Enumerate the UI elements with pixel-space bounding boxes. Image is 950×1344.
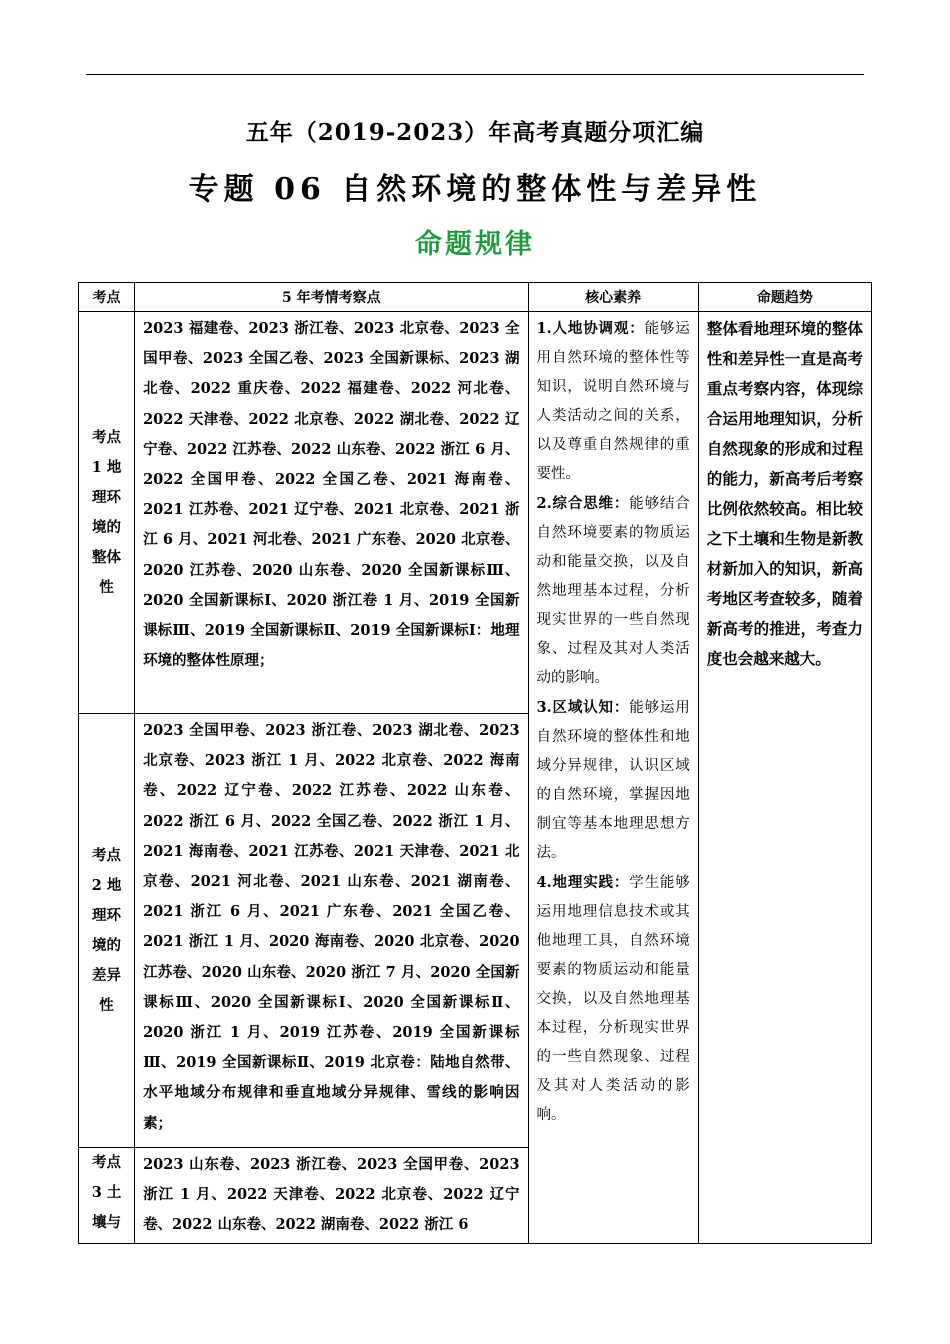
header-rule: [86, 74, 864, 75]
exams-cell: [135, 312, 528, 714]
series-title: 五年（2019-2023）年高考真题分项汇编: [245, 119, 705, 146]
topic-cell: [79, 714, 135, 1148]
topic-label: 考点 2 地理环境的差异性: [91, 846, 122, 1014]
topic-label: 考点 3 土壤与: [91, 1154, 122, 1231]
core-literacy-list: [529, 312, 698, 1132]
section-title: 命题规律: [415, 229, 535, 260]
topic-cell: [79, 312, 135, 714]
exams-text: 2023 全国甲卷、2023 浙江卷、2023 湖北卷、2023 北京卷、2023 浙江 1 月、2022 北京卷、2022 海南卷、2022 辽宁卷、2022 江苏卷、2022 山东卷、2022 浙江 6 月、2022 全国乙卷、2022 浙江 1 月、2021 海南卷、2021 江苏卷、2021 天津卷、2021 北京卷、2021 河北卷、2021 山东卷、2021 湖南卷、2021 浙江 6 月、2021 广东卷、2021 全国乙卷、2021 浙江 1 月、2020 海南卷、2020 北京卷、2020 江苏卷、2020 山东卷、2020 浙江 7 月、2020 全国新课标Ⅲ、2020 全国新课标Ⅰ、2020 全国新课标Ⅱ、2020 浙江 1 月、2019 江苏卷、2019 全国新课标Ⅲ、2019 全国新课标Ⅱ、2019 北京卷：陆地自然带、水平地域分布规律和垂直地域分异规律、雪线的影响因素；: [143, 722, 520, 1132]
table-row: [79, 312, 872, 714]
trend-cell: [698, 312, 871, 1244]
topic-cell: [79, 1148, 135, 1244]
header-core: 核心素养: [528, 283, 698, 312]
core-item: 1.人地协调观：能够运用自然环境的整体性等知识，说明自然环境与人类活动之间的关系，以及尊重自然规律的重要性。: [536, 320, 690, 482]
core-item: 4.地理实践：学生能够运用地理信息技术或其他地理工具，自然环境要素的物质运动和能量交换，以及自然地理基本过程，分析现实世界的一些自然现象、过程及其对人类活动的影响。: [536, 874, 690, 1123]
header-topic: 考点: [79, 283, 135, 312]
core-literacy-cell: [528, 312, 698, 1244]
trend-text: 整体看地理环境的整体性和差异性一直是高考重点考察内容，体现综合运用地理知识，分析自然现象的形成和过程的能力，新高考后考察比例依然较高。相比较之下土壤和生物是新教材新加入的知识，新高考地区考查较多，随着新高考的推进，考查力度也会越来越大。: [706, 319, 863, 668]
core-item: 3.区域认知：能够运用自然环境的整体性和地域分异规律，认识区域的自然环境，掌握因地制宜等基本地理思想方法。: [536, 699, 690, 861]
header-trend: 命题趋势: [698, 283, 871, 312]
exams-cell: [135, 714, 528, 1148]
exams-text: 2023 福建卷、2023 浙江卷、2023 北京卷、2023 全国甲卷、2023 全国乙卷、2023 全国新课标、2023 湖北卷、2022 重庆卷、2022 福建卷、2022 河北卷、2022 天津卷、2022 北京卷、2022 湖北卷、2022 辽宁卷、2022 江苏卷、2022 山东卷、2022 浙江 6 月、2022 全国甲卷、2022 全国乙卷、2021 海南卷、2021 江苏卷、2021 辽宁卷、2021 北京卷、2021 浙江 6 月、2021 河北卷、2021 广东卷、2020 北京卷、2020 江苏卷、2020 山东卷、2020 全国新课标Ⅲ、2020 全国新课标Ⅰ、2020 浙江卷 1 月、2019 全国新课标Ⅲ、2019 全国新课标Ⅱ、2019 全国新课标Ⅰ：地理环境的整体性原理；: [143, 320, 520, 670]
table-header-row: [79, 283, 872, 312]
header-exams: 5 年考情考察点: [135, 283, 528, 312]
exams-text: 2023 山东卷、2023 浙江卷、2023 全国甲卷、2023 浙江 1 月、2022 天津卷、2022 北京卷、2022 辽宁卷、2022 山东卷、2022 湖南卷、2022 浙江 6: [143, 1156, 520, 1234]
topic-title: 专题 06 自然环境的整体性与差异性: [188, 172, 762, 207]
topic-label: 考点 1 地理环境的整体性: [91, 428, 122, 596]
exam-analysis-table: [78, 282, 872, 1244]
exams-cell: [135, 1148, 528, 1244]
core-item: 2.综合思维：能够结合自然环境要素的物质运动和能量交换，以及自然地理基本过程，分析现实世界的一些自然现象、过程及其对人类活动的影响。: [536, 495, 690, 686]
